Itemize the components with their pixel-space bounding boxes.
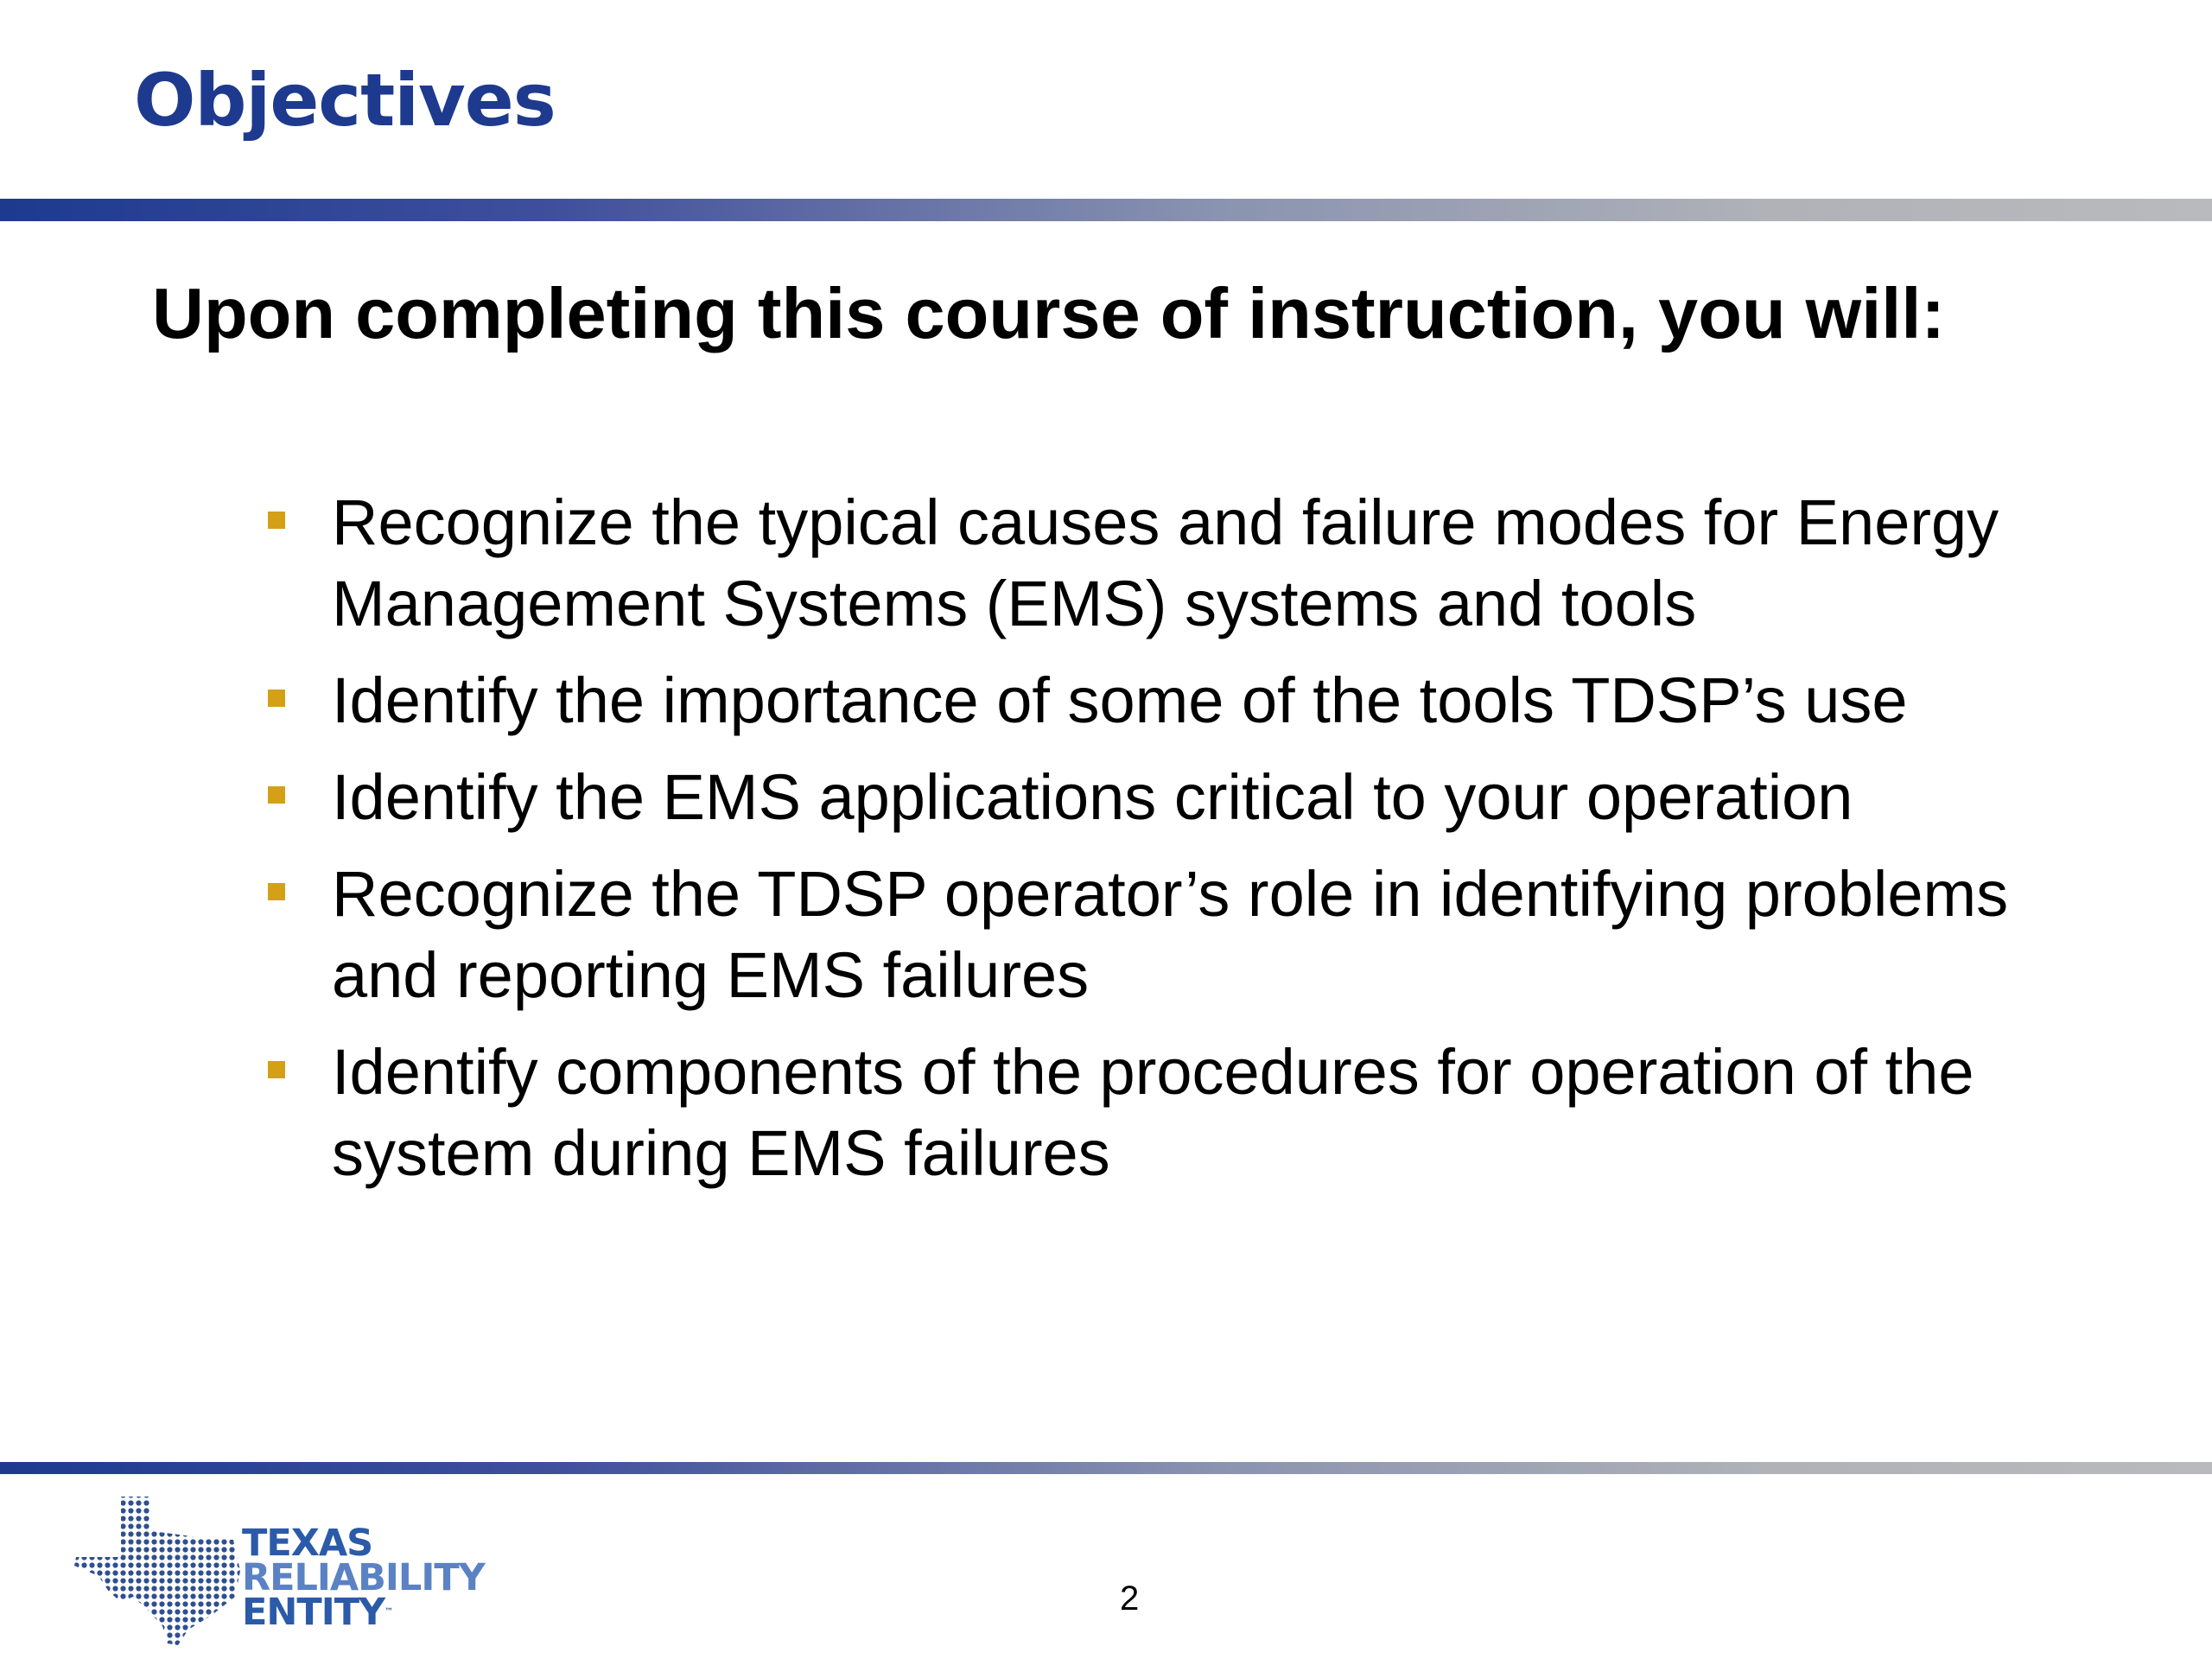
objectives-list — [263, 482, 2129, 1210]
logo-wordmark — [242, 1522, 485, 1634]
page-number: 2 — [1120, 1580, 1140, 1618]
square-bullet-icon — [268, 512, 285, 529]
list-item-text: Identify the importance of some of the tools TDSP’s use — [332, 664, 1908, 736]
square-bullet-icon — [268, 883, 285, 900]
list-item-text: Identify components of the procedures for operation of the system during EMS failures — [332, 1036, 1974, 1189]
logo-line-entity: ENTITY™ — [242, 1591, 393, 1634]
list-item-text: Identify the EMS applications critical to your operation — [332, 761, 1853, 833]
square-bullet-icon — [268, 1061, 285, 1078]
trademark-mark: ™ — [385, 1607, 393, 1617]
logo-line-reliability: RELIABILITY — [242, 1556, 485, 1599]
list-item — [263, 854, 2129, 1016]
list-item — [263, 1032, 2129, 1194]
list-item-text: Recognize the typical causes and failure modes for Energy Management Systems (EMS) systems and tools — [332, 486, 1999, 639]
list-item — [263, 757, 2129, 838]
header-divider — [0, 199, 2212, 221]
texas-reliability-entity-logo — [73, 1491, 487, 1647]
square-bullet-icon — [268, 690, 285, 707]
list-item-text: Recognize the TDSP operator’s role in identifying problems and reporting EMS failures — [332, 858, 2009, 1011]
list-item — [263, 660, 2129, 741]
slide-title: Objectives — [134, 58, 556, 143]
intro-text: Upon completing this course of instruction, you will: — [152, 273, 1946, 353]
square-bullet-icon — [268, 786, 285, 804]
logo-line-texas: TEXAS — [242, 1522, 373, 1565]
texas-map-dots-icon — [73, 1491, 245, 1647]
list-item — [263, 482, 2129, 645]
footer-divider — [0, 1462, 2212, 1474]
